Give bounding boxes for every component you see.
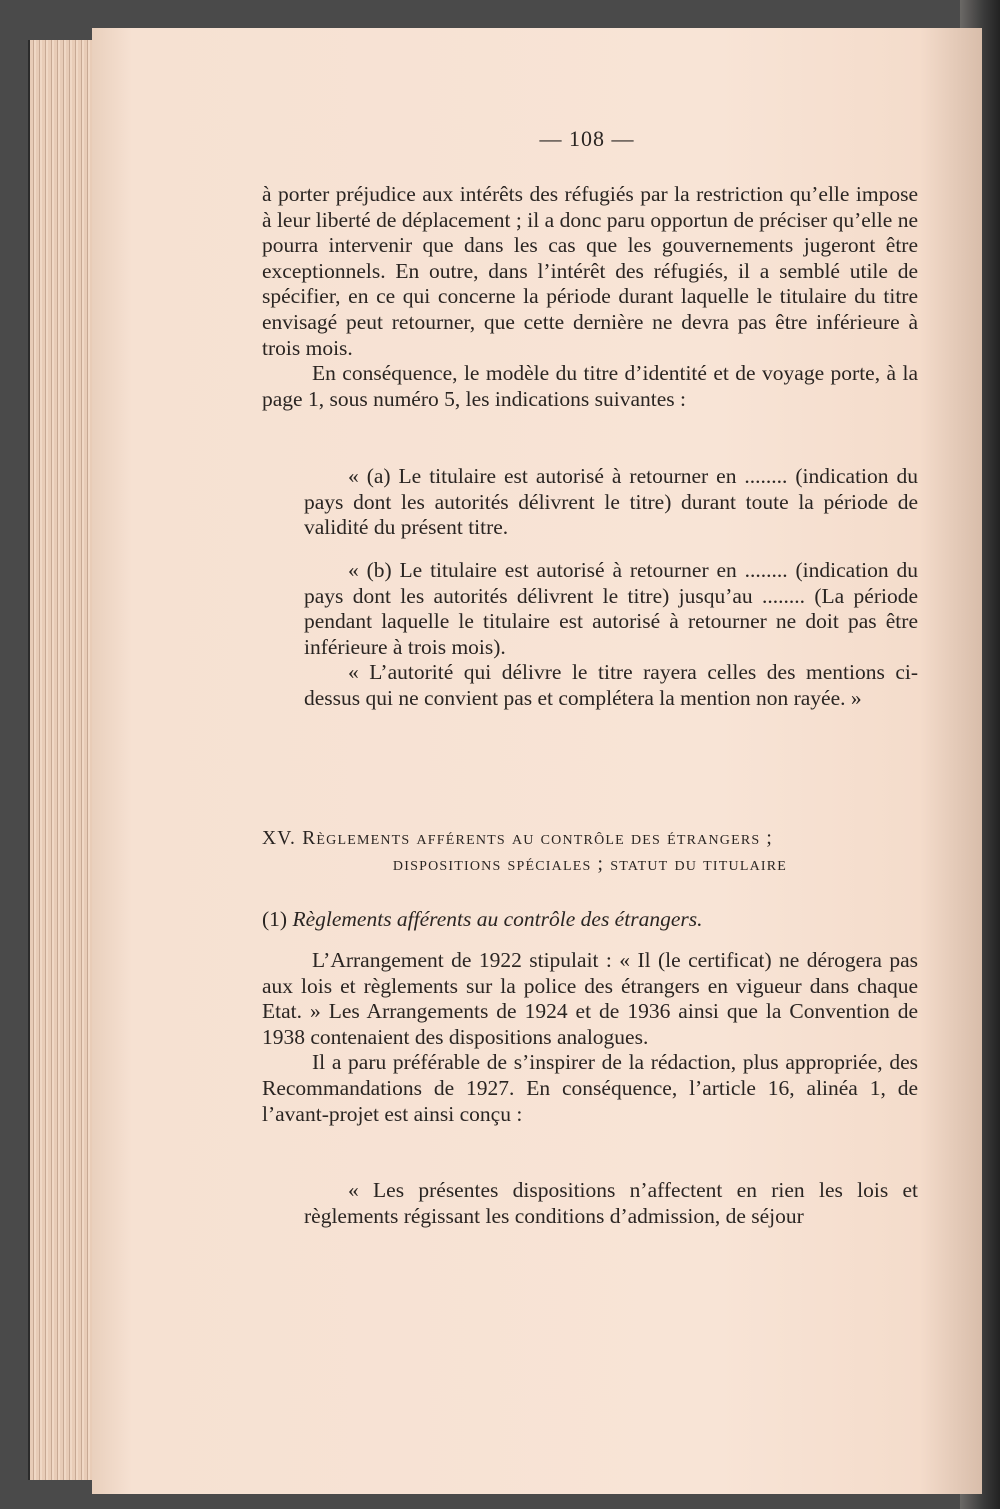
quote-b-text: « (b) Le titulaire est autorisé à retourner en ........ (indication du pays dont les autorités délivrent le titre) jusqu’au ........ (La période pendant laquelle le titulaire est autorisé à retourner ne doit pas être inférieure à trois mois). [304, 558, 918, 659]
quote-b-c [304, 558, 918, 712]
subsection-title-text: Règlements afférents au contrôle des étrangers. [292, 907, 703, 931]
quote-d [304, 1178, 918, 1229]
section-heading-line2: dispositions spéciales ; statut du titulaire [392, 854, 788, 875]
subsection-number: (1) [262, 907, 288, 931]
quote-d-text: « Les présentes dispositions n’affectent en rien les lois et règlements régissant les conditions d’admission, de séjour [304, 1178, 918, 1228]
paragraph-2: En conséquence, le modèle du titre d’identité et de voyage porte, à la page 1, sous numéro 5, les indications suivantes : [262, 361, 918, 411]
quote-a [304, 464, 918, 541]
paragraph-4: Il a paru préférable de s’inspirer de la rédaction, plus appropriée, des Recommandations de 1927. En conséquence, l’article 16, alinéa 1, de l’avant-projet est ainsi conçu : [262, 1050, 918, 1126]
book-page [92, 28, 982, 1494]
quote-c-text: « L’autorité qui délivre le titre rayera celles des mentions ci-dessus qui ne convient pas et complétera la mention non rayée. » [304, 660, 918, 710]
section-heading-line1: XV. Règlements afférents au contrôle des étrangers ; [262, 828, 774, 849]
paragraph-3: L’Arrangement de 1922 stipulait : « Il (le certificat) ne dérogera pas aux lois et règlements sur la police des étrangers en vigueur dans chaque Etat. » Les Arrangements de 1924 et de 1936 ainsi que la Convention de 1938 contenaient des dispositions analogues. [262, 948, 918, 1049]
section-heading [262, 826, 918, 878]
book-page-edges [28, 40, 100, 1480]
paragraph-1: à porter préjudice aux intérêts des réfugiés par la restriction qu’elle impose à leur liberté de déplacement ; il a donc paru opportun de préciser qu’elle ne pourra intervenir que dans les cas que les gouvernements jugeront être exceptionnels. En outre, dans l’intérêt des réfugiés, il a semblé utile de spécifier, en ce qui concerne la période durant laquelle le titulaire du titre envisagé peut retourner, que cette dernière ne devra pas être inférieure à trois mois. [262, 182, 918, 360]
page-number: — 108 — [539, 126, 635, 151]
quote-a-text: « (a) Le titulaire est autorisé à retourner en ........ (indication du pays dont les autorités délivrent le titre) durant toute la période de validité du présent titre. [304, 464, 918, 540]
subsection-title [262, 906, 918, 932]
body-text-top [262, 182, 918, 412]
body-text-bottom [262, 948, 918, 1127]
